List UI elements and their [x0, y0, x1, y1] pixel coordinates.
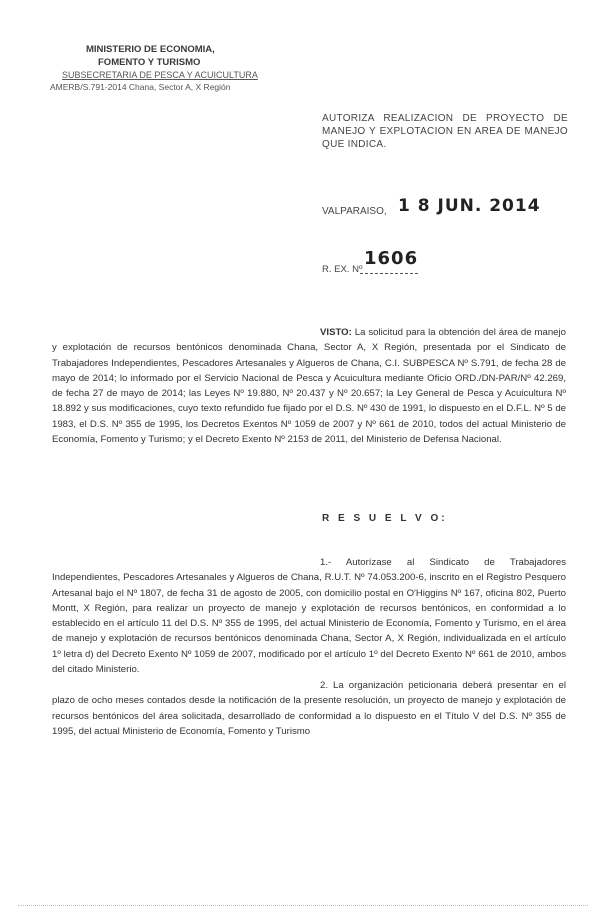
page-footer-line	[18, 905, 588, 906]
resolution-number: 1606	[364, 248, 419, 269]
date-stamp: 1 8 JUN. 2014	[398, 196, 541, 216]
item-1-paragraph: 1.- Autorízase al Sindicato de Trabajadores Independientes, Pescadores Artesanales y Algueros de Chana, R.U.T. Nº 74.053.200-6, inscrito en el Registro Pesquero Artesanal bajo el Nº 1807, de fecha 31 de agosto de 2005, con domicilio postal en O'Higgins Nº 167, oficina 802, Puerto Montt, X Región, para realizar un proyecto de manejo y explotación de recursos bentónicos, en conformidad a lo establecido en el artículo 11 del D.S. Nº 355 de 1995, del actual Ministerio de Economía, Fomento y Turismo, en el área de manejo y explotación de recursos bentónicos denominada Chana, Sector A, X Región, individualizada en el artículo 1º letra d) del Decreto Exento Nº 1059 de 2007, modificado por el artículo 1º del Decreto Exento Nº 661 de 2010, ambos del citado Ministerio.	[52, 557, 566, 676]
resolution-subject: AUTORIZA REALIZACION DE PROYECTO DE MANEJO Y EXPLOTACION EN AREA DE MANEJO QUE INDICA.	[322, 113, 568, 150]
visto-text: La solicitud para la obtención del área de manejo y explotación de recursos bentónicos denominada Chana, Sector A, X Región, presentada por el Sindicato de Trabajadores Independientes, Pescadores Artesanales y Algueros de Chana, C.I. SUBPESCA Nº S.791, de fecha 28 de mayo de 2014; lo informado por el Servicio Nacional de Pesca y Acuicultura mediante Oficio ORD./DN-PAR/Nº 42.269, de fecha 27 de mayo de 2014; las Leyes Nº 19.880, Nº 20.437 y Nº 20.657; la Ley General de Pesca y Acuicultura Nº 18.892 y sus modificaciones, cuyo texto refundido fue fijado por el D.S. Nº 430 de 1991, lo dispuesto en el D.F.L. Nº 5 de 1983, el D.S. Nº 355 de 1995, los Decretos Exentos Nº 1059 de 2007 y Nº 661 de 2010, todos del actual Ministerio de Economía, Fomento y Turismo; y el Decreto Exento Nº 2153 de 2011, del Ministerio de Defensa Nacional.	[52, 327, 566, 446]
file-reference: AMERB/S.791-2014 Chana, Sector A, X Región	[50, 82, 231, 92]
ministry-name-line2: FOMENTO Y TURISMO	[98, 57, 201, 68]
resuelvo-heading: R E S U E L V O:	[322, 513, 448, 524]
item-2-paragraph: 2. La organización peticionaria deberá presentar en el plazo de ocho meses contados desde la notificación de la presente resolución, un proyecto de manejo y explotación de recursos bentónicos del área solicitada, desarrollado de conformidad a lo dispuesto en el Título V del D.S. Nº 355 de 1995, del actual Ministerio de Economía, Fomento y Turismo	[52, 680, 566, 737]
resolution-number-line	[360, 273, 418, 274]
place-label: VALPARAISO,	[322, 206, 387, 217]
ministry-name-line1: MINISTERIO DE ECONOMIA,	[86, 44, 215, 55]
resolution-number-label: R. EX. Nº	[322, 264, 363, 275]
subsecretaria-label: SUBSECRETARIA DE PESCA Y ACUICULTURA	[62, 70, 258, 80]
visto-paragraph	[52, 325, 566, 447]
visto-lead: VISTO:	[320, 327, 352, 338]
